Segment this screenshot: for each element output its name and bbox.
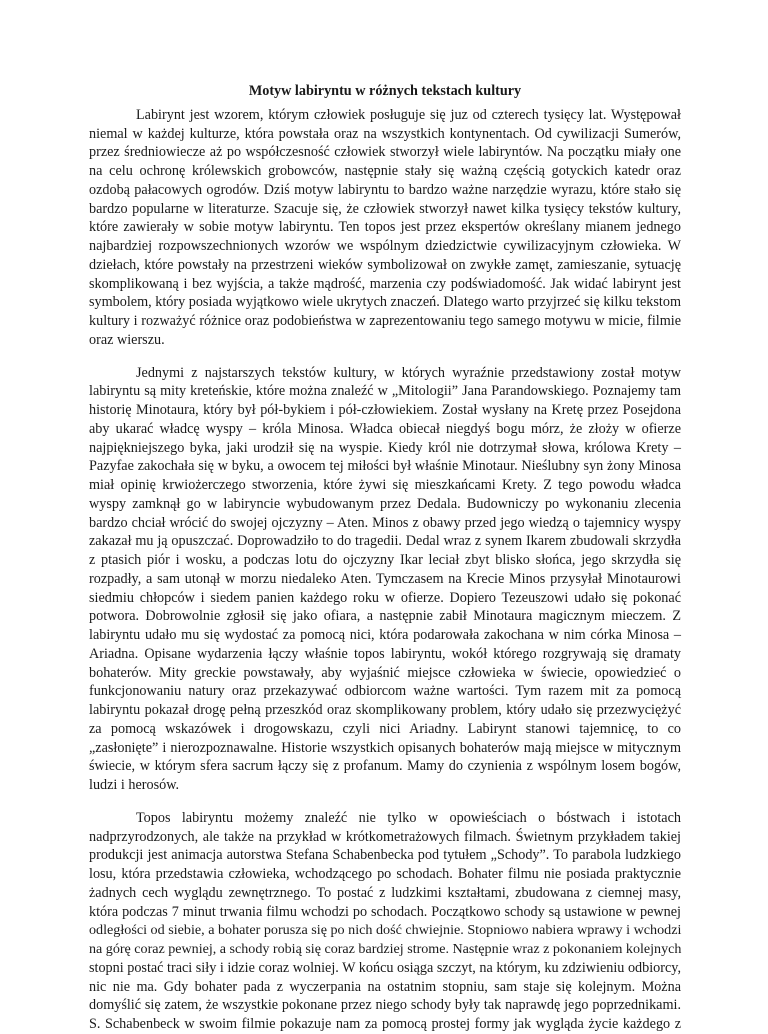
text-line: na górę coraz pewniej, a schody robią się coraz bardziej strome. Następnie wraz z pokonaniem kolejnych [89,941,682,957]
text-line: losu, która przedstawia człowieka, wchodzącego po schodach. Bohater filmu nie posiada praktycznie [89,866,681,882]
text-line: bardzo popularne w literaturze. Szacuje się, że człowiek stworzył nawet kilka tysięcy tekstów kultury, [89,200,681,217]
text-line: „zasłonięte” i nierozpoznawalne. Historie wszystkich opisanych bohaterów mają miejsce w mitycznym [89,739,681,756]
text-line: miał opinię krwiożerczego stworzenia, które żywi się mieszkańcami Krety. Z tego powodu władca [89,477,681,493]
text-line: potwora. Dobrowolnie zgłosił się jako ofiara, a następnie zabił Minotaura magicznym mieczem. Z [89,608,681,625]
text-line: ludzi i herosów. [89,777,180,793]
text-line: najpiękniejszego byka, jaki urodził się na wyspie. Kiedy król nie dotrzymał słowa, królowa Krety – [89,439,681,456]
text-line: Ariadna. Opisane wydarzenia łączy właśnie topos labiryntu, wokół którego rozgrywają się dramaty [89,645,681,662]
text-line: symbolem, który posiada wyjątkowo wiele ukrytych znaczeń. Dlatego warto przyjrzeć się kilku tekstom [89,294,681,311]
text-line: siedmiu chłopców i siedem panien każdego roku w ofierze. Dopiero Tezeuszowi udało się pokonać [89,589,681,606]
text-line: nic nie ma. Gdy bohater pada z wyczerpania na ostatnim stopniu, sam staje się kolejnym. Można [89,978,681,995]
text-line: labiryntu udało mu się wydostać za pomocą nici, która podarowała zakochana w nim córka Minosa – [89,627,681,643]
text-line: skomplikowaną i bez wyjścia, a także mądrość, marzenia czy podświadomość. Jak widać labirynt jest [89,275,681,292]
text-line: niemal w każdej kulturze, która powstała oraz na wszystkich kontynentach. Od cywilizacji Sumerów, [89,125,681,142]
text-line: historię Minotaura, który był pół-bykiem i pół-człowiekiem. Został wysłany na Kretę przez Posejdona [89,402,681,418]
text-line: na celu ochronę królewskich grobowców, następnie stały się ważną częścią gotyckich katedr oraz [89,163,681,179]
text-line: Jednymi z najstarszych tekstów kultury, w których wyraźnie przedstawiony został motyw [136,364,681,381]
text-line: nadprzyrodzonych, ale także na przykład w krótkometrażowych filmach. Świetnym przykładem takiej [89,828,681,845]
text-line: ozdobą pałacowych ogrodów. Dziś motyw labiryntu to bardzo ważne narzędzie wyrazu, które stało się [89,181,681,198]
text-line: labiryntu pokazał drogę pełną przeszkód oraz skomplikowany problem, który udało się przezwyciężyć [89,702,681,718]
text-line: bohaterów. Mity greckie powstawały, aby wyjaśnić miejsce człowieka w świecie, opowiedzieć o [89,664,681,681]
text-line: S. Schabenbeck w swoim filmie pokazuje nam za pomocą prostej formy jak wygląda życie każdego z [89,1016,681,1032]
text-line: Labirynt jest wzorem, którym człowiek posługuje się juz od czterech tysięcy lat. Występował [136,106,681,123]
text-line: zakazał mu ją opuszczać. Doprowadziło to do tragedii. Dedal wraz z synem Ikarem zbudowali skrzydła [89,533,681,550]
text-line: wyspy zamknął go w labiryncie wybudowanym przez Dedala. Budowniczy po wykonaniu zlecenia [89,495,681,512]
body-paragraph [89,364,681,795]
text-line: Pazyfae zakochała się w byku, a owocem tej miłości był właśnie Minotaur. Nieślubny syn żony Minosa [89,458,681,475]
text-line: rozpadły, a sam utonął w morzu niedaleko Aten. Tymczasem na Krecie Minos przysyłał Minotaurowi [89,570,681,587]
text-line: która podczas 7 minut trwania filmu wchodzi po schodach. Początkowo schody są ustawione w pewnej [89,903,681,920]
document-title: Motyw labiryntu w różnych tekstach kultury [248,83,522,99]
text-line: odległości od siebie, a bohater porusza się po nich dość chwiejnie. Stopniowo nabiera wprawy i wchodzi [89,922,682,939]
text-line: domyślić się zatem, że wszystkie pokonane przez niego schody były tak naprawdę jego poprzednikami. [89,997,681,1014]
text-line: dziełach, które powstały na przestrzeni wieków symbolizował on zwykłe zamęt, zamieszanie, sytuację [89,256,681,273]
text-line: za pomocą wskazówek i drogowskazu, czyli nici Ariadny. Labirynt stanowi tajemnicę, to co [89,720,681,737]
text-line: stopni postać traci siły i idzie coraz wolniej. W końcu osiąga szczyt, na którym, ku zdziwieniu odbiorcy, [89,959,681,976]
text-line: labiryntu są mity kreteńskie, które można znaleźć w „Mitologii” Jana Parandowskiego. Poznajemy tam [89,383,681,400]
text-line: które zawierały w sobie motyw labiryntu. Ten topos jest przez ekspertów określany mianem jednego [89,219,681,236]
text-line: produkcji jest animacja autorstwa Stefana Schabenbecka pod tytułem „Schody”. To parabola ludzkiego [89,847,681,864]
text-line: funkcjonowaniu natury oraz przekazywać odbiorcom ważne wartości. Tym razem mit za pomocą [89,683,681,700]
text-line: najbardziej rozpowszechnionych wzorów we wspólnym dziedzictwie cywilizacyjnym człowieka. W [89,238,681,254]
text-line: Topos labiryntu możemy znaleźć nie tylko w opowieściach o bóstwach i istotach [136,809,681,826]
text-line: oraz wierszu. [89,331,165,348]
text-line: żadnych cech wyglądu zewnętrznego. To postać z ludzkimi kształtami, zbudowana z ciemnej masy, [89,884,681,901]
text-line: bardzo chciał wrócić do swojej ojczyzny – Aten. Minos z obawy przed jego wiedzą o tajemnicy wyspy [89,514,681,531]
text-line: z ptasich piór i wosku, a podczas lotu do ojczyzny Ikar leciał zbyt blisko słońca, jego skrzydła się [89,552,681,568]
body-paragraph [89,809,681,1034]
document-body [89,106,681,1034]
text-line: aby ukarać władcę wyspy – króla Minosa. Władca obiecał niegdyś bogu mórz, że złoży w ofierze [89,420,681,437]
text-line: świecie, w którym sfera sacrum łączy się z profanum. Mamy do czynienia z wspólnym losem bogów, [89,758,681,775]
text-line: przez średniowiecze aż po współczesność człowiek stworzył wiele labiryntów. Na początku miały one [89,144,681,161]
text-line: kultury i rozważyć różnice oraz podobieństwa w zaprezentowaniu tego samego motywu w micie, filmie [89,313,681,329]
document-page [89,82,681,1034]
body-paragraph [89,106,681,350]
